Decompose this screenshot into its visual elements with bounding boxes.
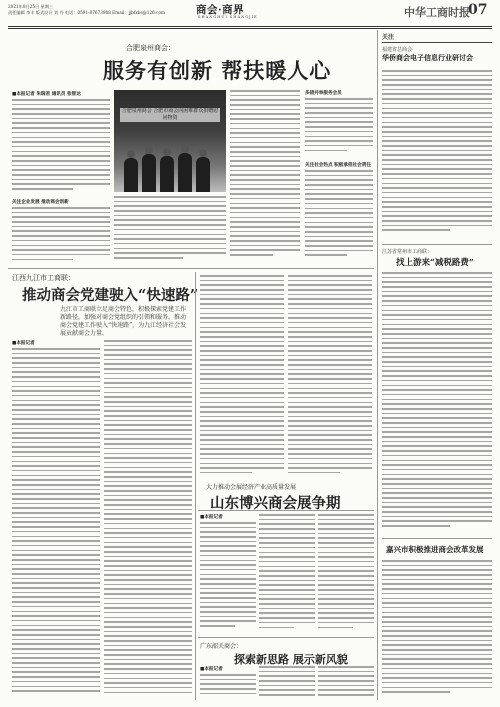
story2-col4-text	[288, 275, 372, 480]
story-divider	[8, 268, 374, 269]
photo-banner: 合肥泉州商会 合肥市商会向困难群众捐赠慰问物资	[121, 108, 219, 121]
story1-subhead-2: 多措并举服务会员	[305, 91, 342, 96]
sidebar-hl2: 找上游来“减税路费”	[396, 258, 474, 268]
photo-person	[124, 158, 138, 192]
story1-col1-text	[12, 99, 110, 195]
story2-col1-text	[12, 348, 100, 696]
paper-name: 中华工商时报	[404, 6, 470, 19]
sidebar-hl1: 华侨商会电子信息行业研讨会	[382, 53, 473, 62]
sidebar-story1-text	[382, 70, 492, 238]
photo-person	[196, 157, 210, 192]
story1-subhead-3: 关注社会热点 积极承担社会责任	[305, 163, 371, 168]
story3-byline: ■本报记者	[200, 515, 223, 520]
story3-headline: 山东博兴商会展争期	[210, 495, 341, 512]
sidebar-hl2-kicker: 江苏省常州市工商联：	[382, 249, 433, 255]
story1-byline: ■本报记者 朱瑞君 通讯员 张智达	[12, 92, 81, 97]
story1-subhead-1: 关注企业发展 推动商会创新	[12, 200, 69, 205]
story1-col4-text	[305, 98, 373, 158]
sidebar-rule	[382, 42, 492, 43]
photo-person	[160, 156, 174, 192]
story4-col2-text	[259, 666, 315, 700]
sidebar-story2-text	[382, 272, 492, 534]
sidebar-rule	[382, 244, 492, 245]
story4-col3-text	[318, 666, 374, 700]
contact-line: 责任编辑 李丰 版式设计 刘 丹 电话：0591-87673988 Email：jjbfxbs@126.com	[8, 10, 165, 15]
story4-col1-text	[200, 674, 256, 700]
story1-col4-text-b	[305, 170, 373, 264]
sidebar-hl3: 嘉兴市积极推进商会改革发展	[386, 545, 484, 554]
story4-headline: 探索新思路 展示新风貌	[234, 653, 348, 666]
sidebar-divider	[377, 30, 378, 700]
story1-col3-text	[230, 90, 300, 264]
masthead-rule	[8, 26, 492, 27]
story2-col2-text	[104, 340, 192, 696]
sidebar-story3-text	[382, 560, 492, 700]
story3-col3-text	[318, 514, 374, 634]
sidebar-rule	[382, 538, 492, 539]
story3-kicker: 大力推动会展经济产业高质量发展	[206, 484, 297, 491]
date-line: 2021年8月25日 星期三	[8, 4, 54, 9]
story2-byline: ■本报记者	[12, 341, 35, 346]
section-title: 商会·商界	[196, 4, 245, 16]
story3-rule	[198, 510, 374, 511]
story3-col1-text	[200, 522, 256, 634]
sidebar-hl1-kicker: 福建省总商会·	[382, 47, 414, 53]
story2-divider	[195, 272, 196, 700]
sidebar-column-label: 关注	[382, 34, 395, 41]
story2-col3-text	[200, 275, 284, 480]
story4-kicker: 广东韶关商会：	[200, 643, 243, 650]
masthead-rule-thin	[8, 28, 492, 29]
photo-person	[142, 154, 156, 192]
story2-kicker: 江西九江市工商联：	[12, 274, 75, 282]
story1-col1-text-b	[12, 207, 110, 265]
story4-byline: ■本报记者	[200, 667, 223, 672]
story-divider	[198, 637, 374, 638]
story2-deck: 九江市工商联立足商会特色，积极探索党建工作新路径，加强对商会党组织的引领和服务，推动商会党建工作驶入“快速路”，为九江经济社会发展贡献商会力量。	[60, 306, 187, 337]
story2-headline: 推动商会党建驶入“快速路”	[22, 287, 199, 304]
story1-headline: 服务有创新 帮扶暖人心	[103, 58, 332, 83]
page-number: 07	[468, 2, 488, 18]
story1-kicker: 合肥泉州商会：	[126, 44, 175, 52]
story1-col2-text	[114, 196, 226, 264]
photo-person	[178, 153, 192, 192]
story3-col2-text	[259, 514, 315, 634]
section-pinyin: SHANGHUI SHANGJIE	[198, 15, 258, 19]
story1-photo	[114, 90, 226, 192]
